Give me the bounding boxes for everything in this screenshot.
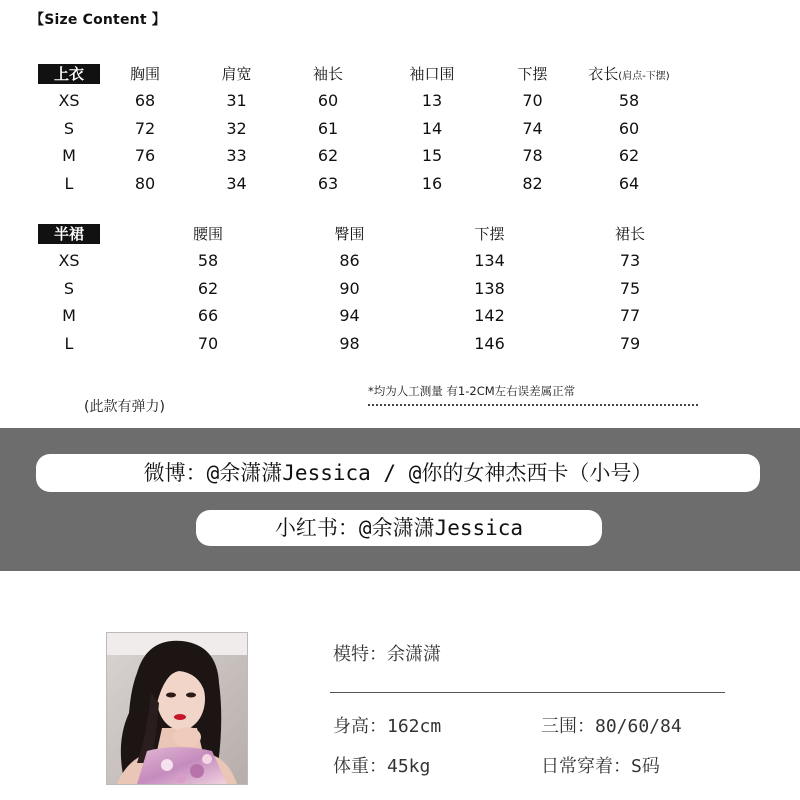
- model-height: 身高：162cm: [333, 716, 442, 737]
- table-row: [38, 302, 664, 330]
- table-cell: 63: [317, 173, 339, 193]
- elastic-note: (此款有弹力): [84, 399, 165, 415]
- top-size-table: [38, 60, 684, 197]
- table-cell: 58: [197, 251, 219, 271]
- table-cell: 31: [226, 91, 247, 111]
- skirt-size-table: [38, 220, 664, 357]
- badge-cell: [38, 60, 100, 87]
- size-cell: L: [64, 173, 74, 193]
- table-row: [38, 170, 684, 198]
- length-note: (肩点-下摆): [618, 71, 670, 82]
- table-cell: 134: [474, 251, 505, 271]
- model-name: 模特：余潇潇: [333, 644, 441, 665]
- table-row: [38, 275, 664, 303]
- table-cell: 82: [522, 173, 543, 193]
- size-cell: M: [62, 306, 76, 326]
- size-cell: M: [62, 146, 76, 166]
- column-header: 袖长: [312, 65, 343, 83]
- model-weight: 体重：45kg: [333, 756, 431, 777]
- column-header: 胸围: [129, 65, 160, 83]
- column-header: 下摆: [474, 225, 505, 243]
- measurement-footnote: *均为人工测量 有1-2CM左右误差属正常: [368, 384, 576, 398]
- size-cell: S: [63, 118, 75, 138]
- length-label: 衣长: [588, 65, 619, 83]
- table-cell: 77: [619, 306, 641, 326]
- column-header: 腰围: [192, 225, 223, 243]
- table-cell: 60: [618, 118, 640, 138]
- table-cell: 13: [421, 91, 443, 111]
- table-row: [38, 87, 684, 115]
- length-column-header: [574, 60, 684, 87]
- table-cell: 58: [618, 91, 640, 111]
- table-cell: 62: [197, 278, 219, 298]
- table-header-row: [38, 220, 664, 247]
- table-cell: 64: [618, 173, 640, 193]
- table-cell: 66: [197, 306, 219, 326]
- table-cell: 138: [474, 278, 505, 298]
- table-cell: 72: [134, 118, 156, 138]
- table-cell: 86: [339, 251, 360, 271]
- table-cell: 34: [226, 173, 247, 193]
- size-cell: L: [64, 333, 74, 353]
- table-cell: 70: [522, 91, 543, 111]
- table-cell: 61: [317, 118, 339, 138]
- table-cell: 60: [317, 91, 339, 111]
- info-divider: [330, 692, 725, 693]
- table-cell: 33: [226, 146, 247, 166]
- table-header-row: [38, 60, 684, 87]
- size-cell: XS: [58, 251, 80, 271]
- table-cell: 16: [421, 173, 443, 193]
- table-cell: 142: [474, 306, 505, 326]
- column-header: 袖口围: [409, 65, 455, 83]
- table-cell: 62: [317, 146, 339, 166]
- social-band: [0, 428, 800, 571]
- column-header: 肩宽: [221, 65, 252, 83]
- table-row: [38, 115, 684, 143]
- size-content-header: 【Size Content 】: [30, 12, 166, 28]
- size-cell: S: [63, 278, 75, 298]
- table-cell: 70: [197, 333, 219, 353]
- size-cell: XS: [58, 91, 80, 111]
- dotted-divider: [368, 404, 698, 406]
- table-cell: 90: [339, 278, 360, 298]
- model-measurements: 三围：80/60/84: [541, 716, 682, 737]
- table-cell: 15: [421, 146, 443, 166]
- xiaohongshu-pill: 小红书：@余潇潇Jessica: [196, 510, 602, 546]
- table-cell: 74: [522, 118, 543, 138]
- column-header: 臀围: [334, 225, 365, 243]
- table-cell: 98: [339, 333, 360, 353]
- top-badge: 上衣: [38, 64, 100, 84]
- table-cell: 73: [619, 251, 641, 271]
- badge-cell: [38, 220, 100, 247]
- table-cell: 79: [619, 333, 641, 353]
- weibo-pill: 微博：@余潇潇Jessica / @你的女神杰西卡（小号）: [36, 454, 760, 492]
- table-cell: 32: [226, 118, 247, 138]
- table-cell: 80: [134, 173, 156, 193]
- table-cell: 78: [522, 146, 543, 166]
- table-row: [38, 142, 684, 170]
- table-cell: 76: [134, 146, 156, 166]
- model-portrait-icon: [107, 633, 247, 784]
- table-cell: 75: [619, 278, 641, 298]
- table-row: [38, 247, 664, 275]
- column-header: 裙长: [614, 225, 645, 243]
- skirt-badge: 半裙: [38, 224, 100, 244]
- column-header: 下摆: [517, 65, 548, 83]
- table-cell: 62: [618, 146, 640, 166]
- table-row: [38, 330, 664, 358]
- model-photo: [106, 632, 248, 785]
- table-cell: 14: [421, 118, 443, 138]
- table-cell: 146: [474, 333, 505, 353]
- table-cell: 68: [134, 91, 156, 111]
- model-usual-size: 日常穿着：S码: [541, 756, 660, 777]
- table-cell: 94: [339, 306, 360, 326]
